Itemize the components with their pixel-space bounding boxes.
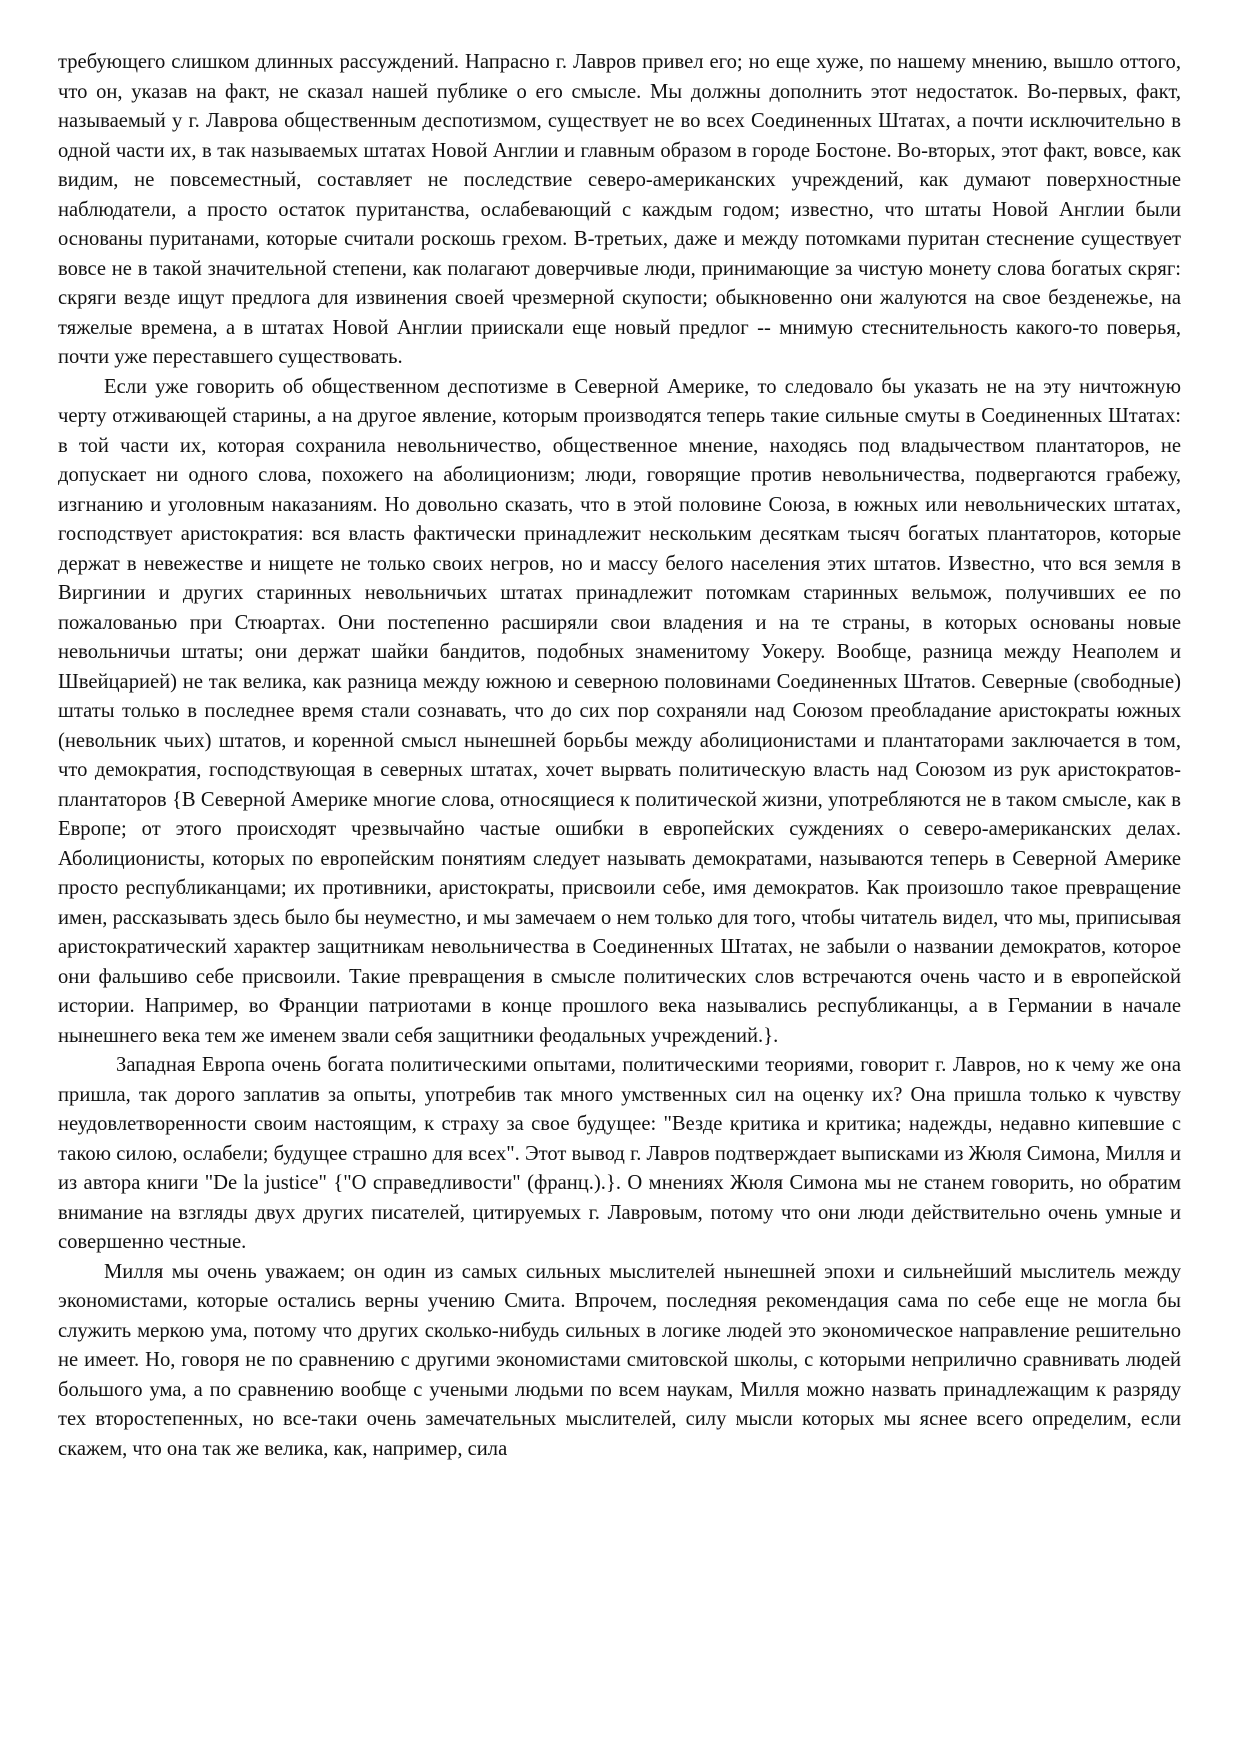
document-page	[58, 48, 1181, 1464]
paragraph-2-social-despotism: Если уже говорить об общественном деспотизме в Северной Америке, то следовало бы указать не на эту ничтожную черту отживающей старины, а на другое явление, которым производятся теперь такие сильные смуты в Соединенных Штатах: в той части их, которая сохранила невольничество, общественное мнение, находясь под владычеством плантаторов, не допускает ни одного слова, похожего на аболиционизм; люди, говорящие против невольничества, подвергаются грабежу, изгнанию и уголовным наказаниям. Но довольно сказать, что в этой половине Союза, в южных или невольнических штатах, господствует аристократия: вся власть фактически принадлежит нескольким десяткам тысяч богатых плантаторов, которые держат в невежестве и нищете не только своих негров, но и массу белого населения этих штатов. Известно, что вся земля в Виргинии и других старинных невольничьих штатах принадлежит потомкам старинных вельмож, получивших ее по пожалованью при Стюартах. Они постепенно расширяли свои владения и на те страны, в которых основаны новые невольничьи штаты; они держат шайки бандитов, подобных знаменитому Уокеру. Вообще, разница между Неаполем и Швейцарией) не так велика, как разница между южною и северною половинами Соединенных Штатов. Северные (свободные) штаты только в последнее время стали сознавать, что до сих пор сохраняли над Союзом преобладание аристократы южных (невольник чьих) штатов, и коренной смысл нынешней борьбы между аболиционистами и плантаторами заключается в том, что демократия, господствующая в северных штатах, хочет вырвать политическую власть над Союзом из рук аристократов-плантаторов {В Северной Америке многие слова, относящиеся к политической жизни, употребляются не в таком смысле, как в Европе; от этого происходят чрезвычайно частые ошибки в европейских суждениях о северо-американских делах. Аболиционисты, которых по европейским понятиям следует называть демократами, называются теперь в Северной Америке просто республиканцами; их противники, аристократы, присвоили себе, имя демократов. Как произошло такое превращение имен, рассказывать здесь было бы неуместно, и мы замечаем о нем только для того, чтобы читатель видел, что мы, приписывая аристократический характер защитникам невольничества в Соединенных Штатах, не забыли о названии демократов, которое они фальшиво себе присвоили. Такие превращения в смысле политических слов встречаются очень часто и в европейской истории. Например, во Франции патриотами в конце прошлого века назывались республиканцы, а в Германии в начале нынешнего века тем же именем звали себя защитники феодальных учреждений.}.	[58, 375, 1181, 1047]
paragraph-1-continuation: требующего слишком длинных рассуждений. Напрасно г. Лавров привел его; но еще хуже, по нашему мнению, вышло оттого, что он, указав на факт, не сказал нашей публике о его смысле. Мы должны дополнить этот недостаток. Во-первых, факт, называемый у г. Лаврова общественным деспотизмом, существует не во всех Соединенных Штатах, а почти исключительно в одной части их, в так называемых штатах Новой Англии и главным образом в городе Бостоне. Во-вторых, этот факт, вовсе, как видим, не повсеместный, составляет не последствие северо-американских учреждений, как думают поверхностные наблюдатели, а просто остаток пуританства, ослабевающий с каждым годом; известно, что штаты Новой Англии были основаны пуританами, которые считали роскошь грехом. В-третьих, даже и между потомками пуритан стеснение существует вовсе не в такой значительной степени, как полагают доверчивые люди, принимающие за чистую монету слова богатых скряг: скряги везде ищут предлога для извинения своей чрезмерной скупости; обыкновенно они жалуются на свое безденежье, на тяжелые времена, а в штатах Новой Англии приискали еще новый предлог -- мнимую стеснительность какого-то поверья, почти уже переставшего существовать.	[58, 51, 1181, 368]
paragraph-3-western-europe: Западная Европа очень богата политическими опытами, политическими теориями, говорит г. Лавров, но к чему же она пришла, так дорого заплатив за опыты, употребив так много умственных сил на оценку их? Она пришла только к чувству неудовлетворенности своим настоящим, к страху за свое будущее: "Везде критика и критика; надежды, недавно кипевшие с такою силою, ослабели; будущее страшно для всех". Этот вывод г. Лавров подтверждает выписками из Жюля Симона, Милля и из автора книги "De la justice" {"О справедливости" (франц.).}. О мнениях Жюля Симона мы не станем говорить, но обратим внимание на взгляды двух других писателей, цитируемых г. Лавровым, потому что они люди действительно очень умные и совершенно честные.	[58, 1054, 1181, 1253]
paragraph-4-mill: Милля мы очень уважаем; он один из самых сильных мыслителей нынешней эпохи и сильнейший мыслитель между экономистами, которые остались верны учению Смита. Впрочем, последняя рекомендация сама по себе еще не могла бы служить меркою ума, потому что других сколько-нибудь сильных в логике людей это экономическое направление решительно не имеет. Но, говоря не по сравнению с другими экономистами смитовской школы, с которыми неприлично сравнивать людей большого ума, а по сравнению вообще с учеными людьми по всем наукам, Милля можно назвать принадлежащим к разряду тех второстепенных, но все-таки очень замечательных мыслителей, силу мысли которых мы яснее всего определим, если скажем, что она так же велика, как, например, сила	[58, 1260, 1181, 1460]
